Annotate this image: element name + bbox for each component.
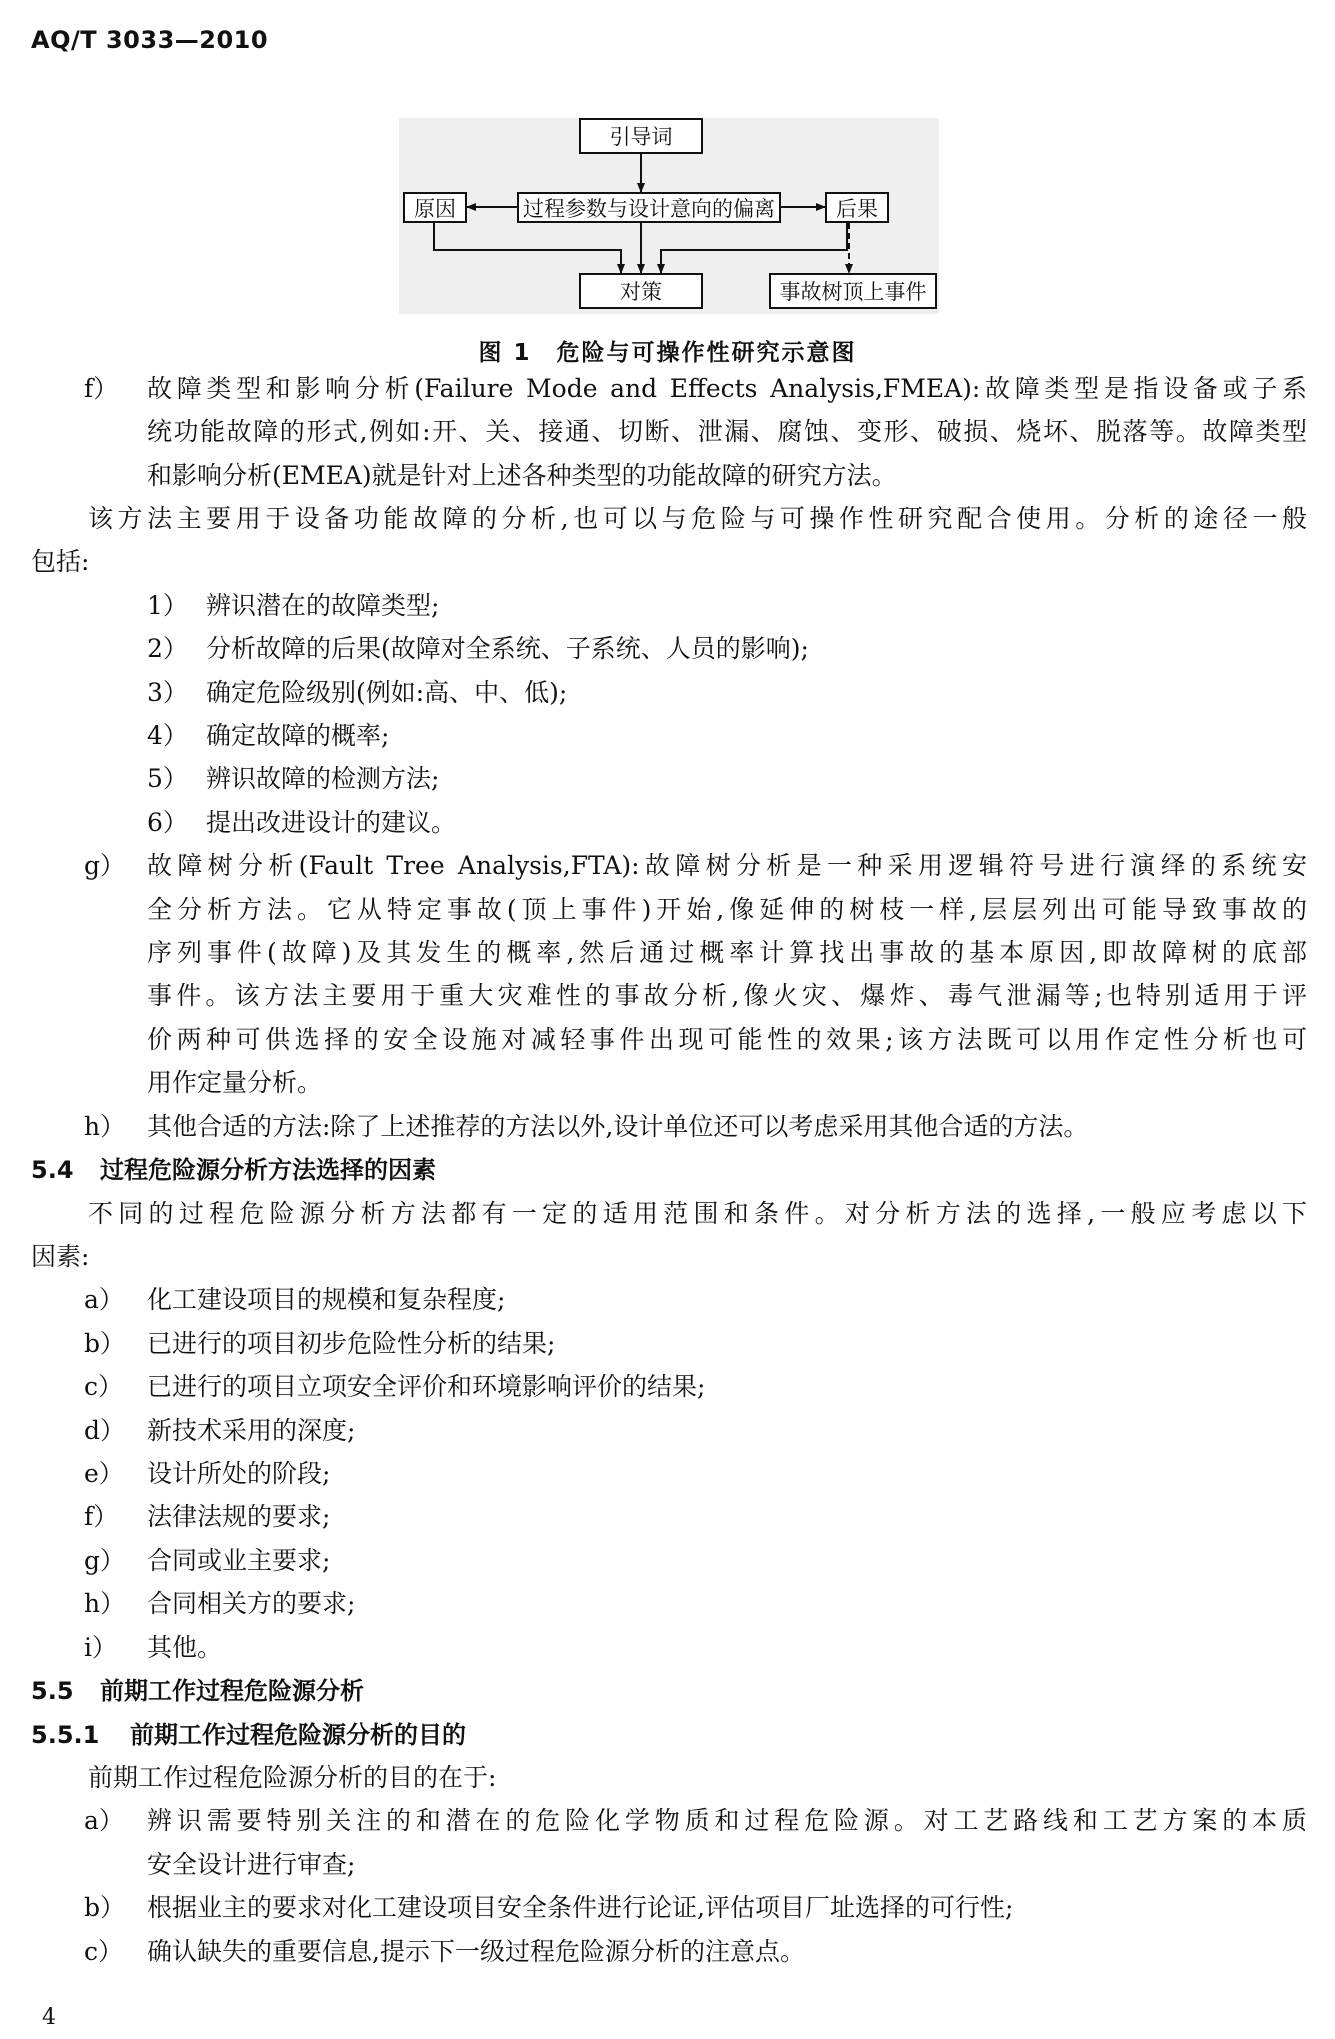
paragraph-line: 前期工作过程危险源分析的目的在于: bbox=[88, 1763, 497, 1792]
text-line: 价两种可供选择的安全设施对减轻事件出现可能性的效果;该方法既可以用作定性分析也可 bbox=[147, 1025, 1307, 1054]
consequence-box: 后果 bbox=[825, 192, 889, 223]
paragraph-line: 因素: bbox=[31, 1242, 90, 1271]
page-number: 4 bbox=[42, 2005, 56, 2030]
list-marker: g） bbox=[84, 851, 126, 880]
text-line: 和影响分析(EMEA)就是针对上述各种类型的功能故障的研究方法。 bbox=[147, 461, 897, 490]
list-marker: f） bbox=[84, 374, 119, 403]
figure-caption: 图 1 危险与可操作性研究示意图 bbox=[478, 340, 857, 366]
measure-box: 对策 bbox=[579, 273, 703, 309]
text-line: 安全设计进行审查; bbox=[147, 1850, 356, 1879]
text-line: 用作定量分析。 bbox=[147, 1068, 323, 1097]
text-line: 故障类型和影响分析(Failure Mode and Effects Analysis,FMEA):故障类型是指设备或子系 bbox=[147, 374, 1307, 403]
text-line: 序列事件(故障)及其发生的概率,然后通过概率计算找出事故的基本原因,即故障树的底部 bbox=[147, 938, 1307, 967]
text-line: 事件。该方法主要用于重大灾难性的事故分析,像火灾、爆炸、毒气泄漏等;也特别适用于评 bbox=[147, 981, 1307, 1010]
paragraph-line: 该方法主要用于设备功能故障的分析,也可以与危险与可操作性研究配合使用。分析的途径一般 bbox=[88, 504, 1307, 533]
deviation-box: 过程参数与设计意向的偏离 bbox=[517, 192, 781, 223]
text-line: 故障树分析(Fault Tree Analysis,FTA):故障树分析是一种采用逻辑符号进行演绎的系统安 bbox=[147, 851, 1307, 880]
paragraph-line: 不同的过程危险源分析方法都有一定的适用范围和条件。对分析方法的选择,一般应考虑以下 bbox=[88, 1199, 1307, 1228]
guide-word-box: 引导词 bbox=[579, 118, 703, 154]
paragraph-line: 包括: bbox=[31, 547, 90, 576]
cause-box: 原因 bbox=[403, 192, 467, 223]
top-event-box: 事故树顶上事件 bbox=[769, 273, 937, 309]
text-line: 统功能故障的形式,例如:开、关、接通、切断、泄漏、腐蚀、变形、破损、烧坏、脱落等。故障类型 bbox=[147, 417, 1307, 446]
hazop-diagram bbox=[399, 118, 939, 314]
text-line: 全分析方法。它从特定事故(顶上事件)开始,像延伸的树枝一样,层层列出可能导致事故的 bbox=[147, 895, 1307, 924]
document-code-header: AQ/T 3033—2010 bbox=[31, 26, 269, 54]
